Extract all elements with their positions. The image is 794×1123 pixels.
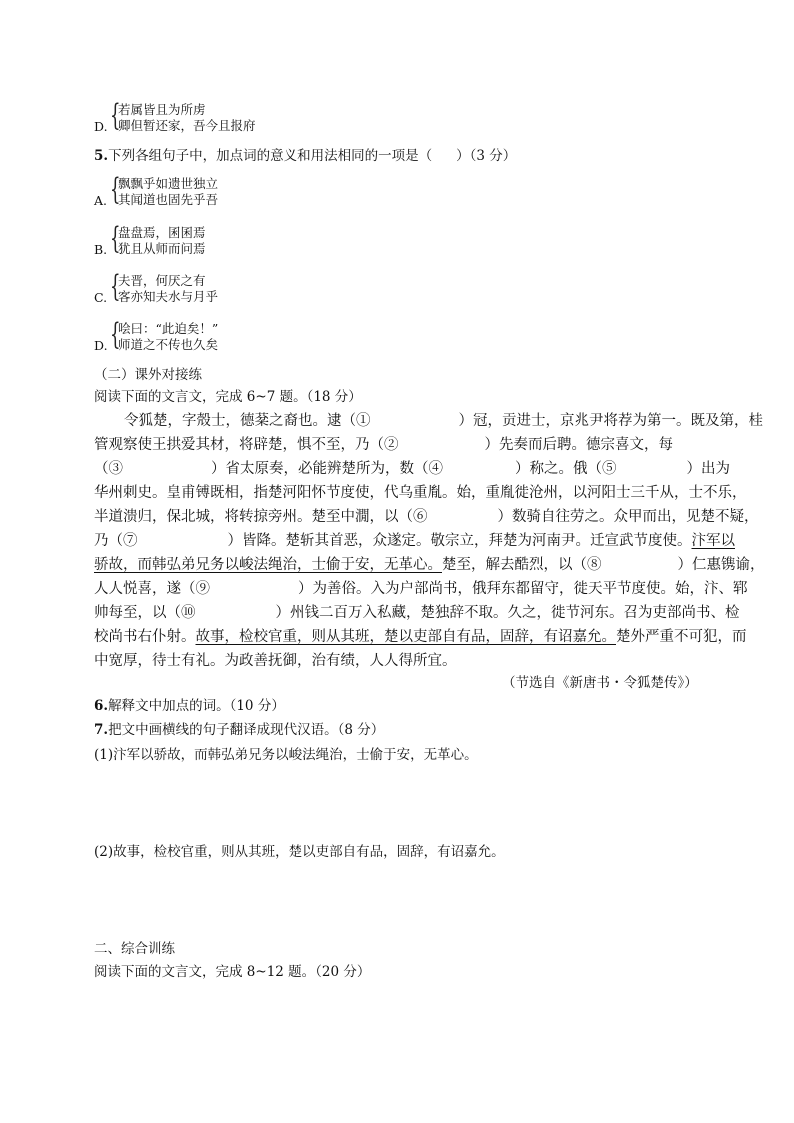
underlined-sentence-1: 骄故，而韩弘弟兄务以峻法绳治，士偷于安，无革心。: [94, 557, 442, 573]
option-d-line2: 师道之不传也久矣: [118, 337, 219, 352]
option-d-line1: 哙曰：“此迫矣！”: [118, 321, 219, 336]
option-brace: {: [110, 269, 121, 304]
option-c-label: C.: [94, 290, 108, 305]
option-b-line1: 盘盘焉，囷囷焉: [118, 225, 206, 240]
sub-question-2: (2)故事，检校官重，则从其班，楚以吏部自有品，固辞，有诏嘉允。: [94, 844, 505, 860]
option-d-line2: 卿但暂还家，吾今且报府: [118, 118, 256, 133]
passage-line: 令狐楚，字殼士，德棻之裔也。逮（① ）冠，贡进士，京兆尹将荐为第一。既及第，桂: [124, 413, 763, 429]
passage-line: 帅每至，以（⑩ ）州钱二百万入私藏，楚独辞不取。久之，徙节河东。召为吏部尚书、检: [94, 605, 740, 621]
option-brace: {: [110, 221, 121, 256]
option-brace: {: [110, 98, 121, 133]
passage-line: 管观察使王拱爱其材，将辟楚，惧不至，乃（② ）先奏而后聘。德宗喜文，每: [94, 437, 673, 453]
passage-line: 人人悦喜，遂（⑨ ）为善俗。入为户部尚书，俄拜东都留守，徙天平节度使。始，汴、郓: [94, 581, 748, 597]
question-number: 6.: [94, 698, 109, 714]
question-6: [94, 700, 285, 714]
question-number: 7.: [94, 722, 109, 738]
section-title: （二）课外对接练: [94, 367, 202, 383]
option-a-label: A.: [94, 193, 108, 208]
option-brace: {: [110, 317, 121, 352]
sub-question-1: (1)汴军以骄故，而韩弘弟兄务以峻法绳治，士偷于安，无革心。: [94, 747, 478, 763]
section-title: 二、综合训练: [94, 941, 175, 957]
passage-line: （③ ）省太原奏，必能辨楚所为，数（④ ）称之。俄（⑤ ）出为: [94, 461, 730, 477]
passage-line: 华州刺史。皇甫镈既相，指楚河阳怀节度使，代乌重胤。始，重胤徙沧州，以河阳士三千从，士不乐，: [94, 485, 747, 501]
section-intro: 阅读下面的文言文，完成 8~12 题。（20 分）: [94, 964, 371, 980]
passage-source: （节选自《新唐书・令狐楚传》）: [502, 675, 698, 691]
question-stem-tail: ）（3 分）: [456, 148, 517, 164]
question-5: [94, 150, 516, 164]
option-a-line1: 飘飘乎如遗世独立: [118, 176, 219, 191]
option-b-line2: 犹且从师而问焉: [118, 241, 206, 256]
section-intro: 阅读下面的文言文，完成 6~7 题。（18 分）: [94, 389, 362, 405]
underlined-sentence-1: 汴军以: [691, 533, 735, 549]
question-text: 解释文中加点的词。（10 分）: [108, 698, 285, 714]
option-b-label: B.: [94, 242, 108, 257]
underlined-sentence-2: 故事，检校官重，则从其班，楚以吏部自有品，固辞，有诏嘉允。: [195, 629, 616, 645]
question-stem: 下列各组句子中，加点词的意义和用法相同的一项是（: [108, 148, 433, 164]
option-d-label: D.: [94, 119, 108, 134]
option-brace: {: [110, 172, 121, 207]
option-c-line2: 客亦知夫水与月乎: [118, 289, 219, 304]
question-number: 5.: [94, 148, 109, 164]
passage-line: 中宽厚，待士有礼。为政善抚御，治有绩，人人得所宜。: [94, 653, 457, 669]
option-c-line1: 夫晋，何厌之有: [118, 273, 206, 288]
option-d-label: D.: [94, 338, 108, 353]
passage-line: 乃（⑦ ）皆降。楚斩其首恶，众遂定。敬宗立，拜楚为河南尹。迁宣武节度使。汴军以: [94, 533, 735, 549]
passage-line: 半道溃归，保北城，将转掠旁州。楚至中㵎，以（⑥ ）数骑自往劳之。众甲而出，见楚不疑，: [94, 509, 759, 525]
passage-line: 校尚书右仆射。故事，检校官重，则从其班，楚以吏部自有品，固辞，有诏嘉允。楚外严重不可犯，而: [94, 629, 747, 645]
passage-line: 骄故，而韩弘弟兄务以峻法绳治，士偷于安，无革心。楚至，解去酷烈，以（⑧ ）仁惠镌谕，: [94, 557, 765, 573]
option-a-line2: 其闻道也固先乎吾: [118, 192, 219, 207]
question-7: [94, 724, 384, 738]
option-d-line1: 若属皆且为所虏: [118, 102, 206, 117]
question-text: 把文中画横线的句子翻译成现代汉语。（8 分）: [108, 722, 385, 738]
